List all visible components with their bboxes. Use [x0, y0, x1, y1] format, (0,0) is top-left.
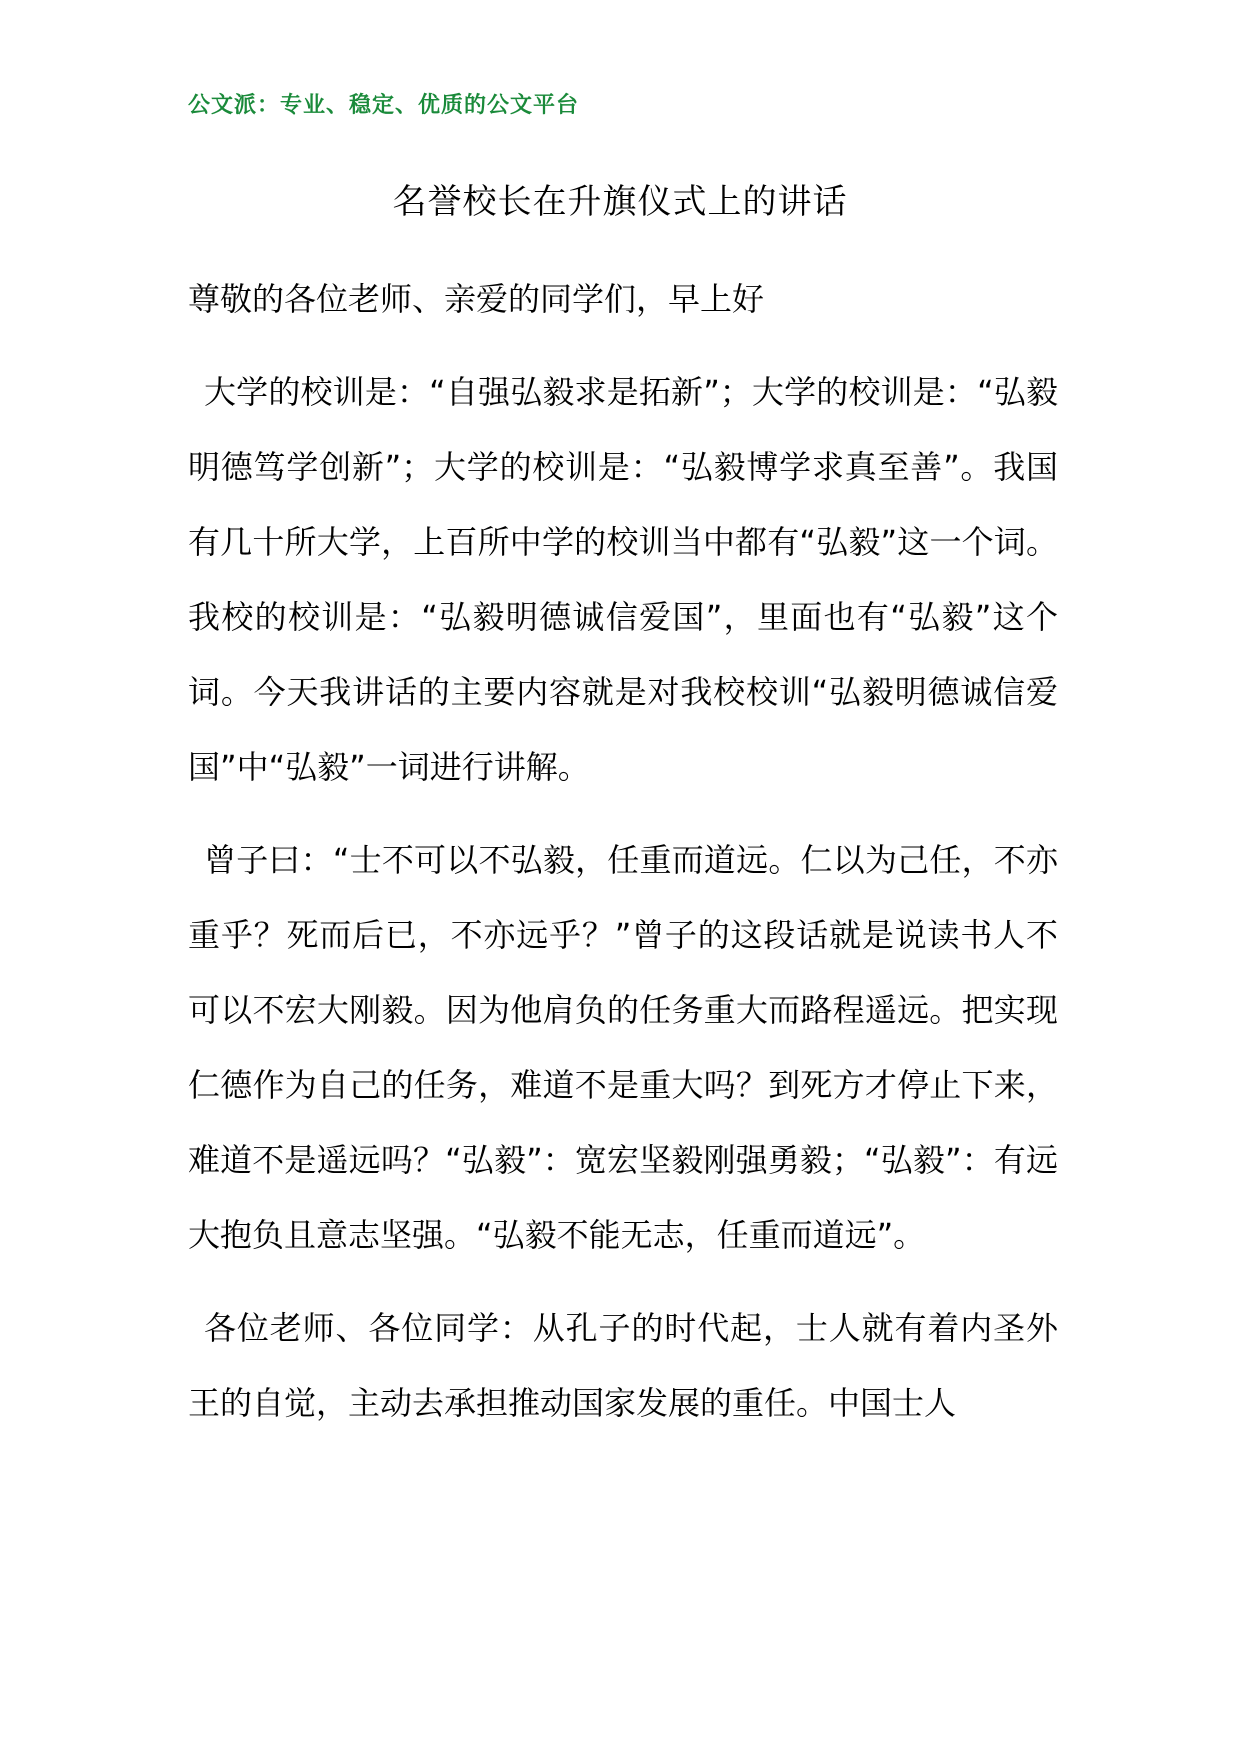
paragraph-3: 各位老师、各位同学：从孔子的时代起，士人就有着内圣外王的自觉，主动去承担推动国家发展的重任。中国士人 — [188, 1309, 1058, 1422]
paragraph-1: 大学的校训是：“自强弘毅求是拓新”；大学的校训是：“弘毅明德笃学创新”；大学的校训是：“弘毅博学求真至善”。我国有几十所大学，上百所中学的校训当中都有“弘毅”这一个词。我校的校训是：“弘毅明德诚信爱国”，里面也有“弘毅”这个词。今天我讲话的主要内容就是对我校校训“弘毅明德诚信爱国”中“弘毅”一词进行讲解。 — [188, 373, 1058, 786]
greeting-line: 尊敬的各位老师、亲爱的同学们，早上好 — [188, 280, 765, 318]
document-body — [188, 262, 1058, 1459]
platform-header: 公文派：专业、稳定、优质的公文平台 — [188, 92, 580, 118]
paragraph-2: 曾子曰：“士不可以不弘毅，任重而道远。仁以为己任，不亦重乎？死而后已，不亦远乎？”曾子的这段话就是说读书人不可以不宏大刚毅。因为他肩负的任务重大而路程遥远。把实现仁德作为自己的任务，难道不是重大吗？到死方才停止下来，难道不是遥远吗？“弘毅”：宽宏坚毅刚强勇毅；“弘毅”：有远大抱负且意志坚强。“弘毅不能无志，任重而道远”。 — [188, 841, 1058, 1254]
document-title: 名誉校长在升旗仪式上的讲话 — [392, 182, 848, 222]
